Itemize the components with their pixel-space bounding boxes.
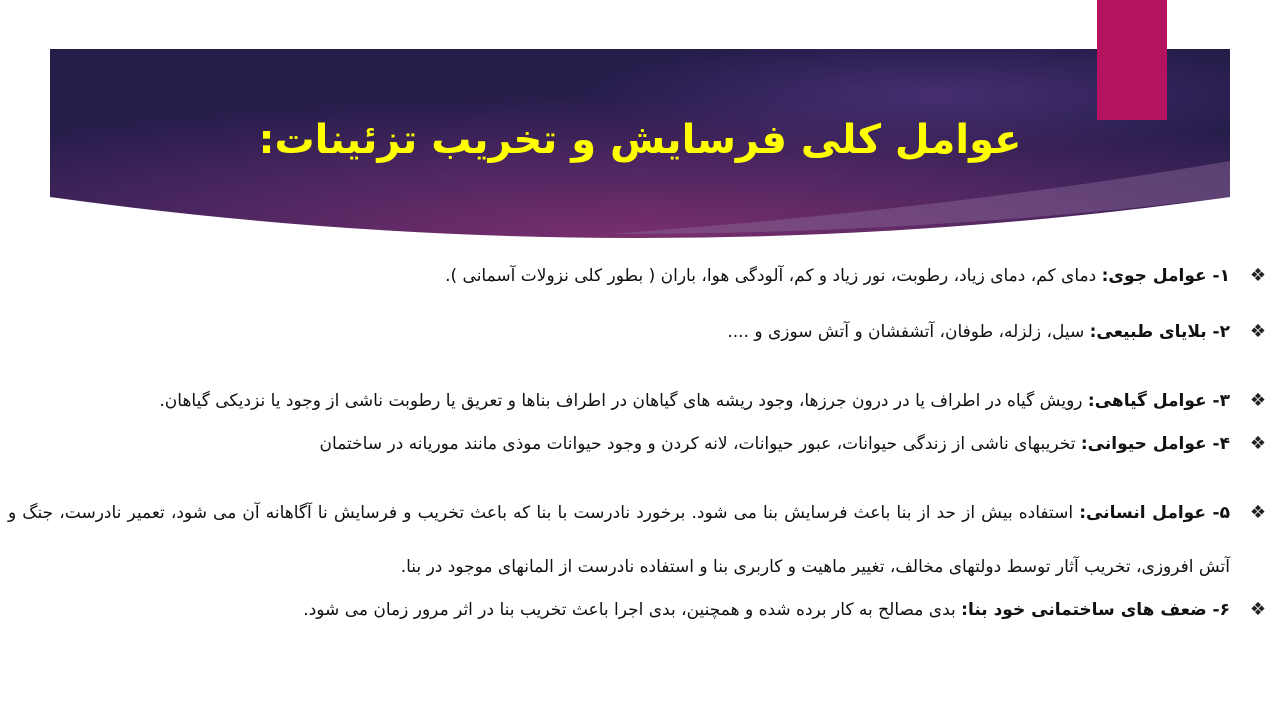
bullet-heading: ۵- عوامل انسانی:	[1079, 503, 1230, 523]
bullet-diamond-icon: ❖	[1249, 321, 1266, 342]
bullet-diamond-icon: ❖	[1249, 502, 1266, 523]
slide-title: عوامل کلی فرسایش و تخریب تزئینات:	[258, 117, 1022, 163]
bullet-text: سیل، زلزله، طوفان، آتشفشان و آتش سوزی و ....	[727, 322, 1090, 342]
bullet-item-weather	[8, 262, 1272, 290]
bullet-diamond-icon: ❖	[1249, 390, 1266, 411]
bullet-diamond-icon: ❖	[1249, 265, 1266, 286]
bullet-item-human	[8, 486, 1272, 594]
bullet-list	[8, 262, 1272, 652]
bullet-diamond-icon: ❖	[1249, 433, 1266, 454]
bullet-item-plants	[8, 374, 1272, 428]
bullet-text: تخریبهای ناشی از زندگی حیوانات، عبور حیوانات، لانه کردن و وجود حیوانات موذی مانند موریانه در ساختمان	[319, 434, 1081, 454]
bullet-text: استفاده بیش از حد از بنا باعث فرسایش بنا می شود. برخورد نادرست با بنا که باعث تخریب و فرسایش نا آگاهانه آن می شود، تعمیر نادرست، جنگ و آتش افروزی، تخریب آثار توسط دولتهای مخالف، تغییر ماهیت و کاربری بنا و استفاده نادرست از المانهای موجود در بنا.	[8, 503, 1230, 577]
bullet-heading: ۶- ضعف های ساختمانی خود بنا:	[961, 600, 1230, 620]
bullet-diamond-icon: ❖	[1249, 599, 1266, 620]
bullet-item-structural	[8, 596, 1272, 624]
bullet-text: دمای کم، دمای زیاد، رطوبت، نور زیاد و کم، آلودگی هوا، باران ( بطور کلی نزولات آسمانی ).	[445, 266, 1102, 286]
bullet-text: رویش گیاه در اطراف یا در درون جرزها، وجود ریشه های گیاهان در اطراف بناها و تعریق یا رطوبت ناشی از وجود یا نزدیکی گیاهان.	[159, 391, 1088, 411]
bullet-heading: ۱- عوامل جوی:	[1101, 266, 1230, 286]
bullet-text: بدی مصالح به کار برده شده و همچنین، بدی اجرا باعث تخریب بنا در اثر مرور زمان می شود.	[303, 600, 962, 620]
bullet-heading: ۲- بلایای طبیعی:	[1089, 322, 1230, 342]
bullet-heading: ۴- عوامل حیوانی:	[1080, 434, 1230, 454]
bullet-item-disasters	[8, 318, 1272, 346]
bullet-heading: ۳- عوامل گیاهی:	[1087, 391, 1230, 411]
bullet-item-animals	[8, 430, 1272, 458]
